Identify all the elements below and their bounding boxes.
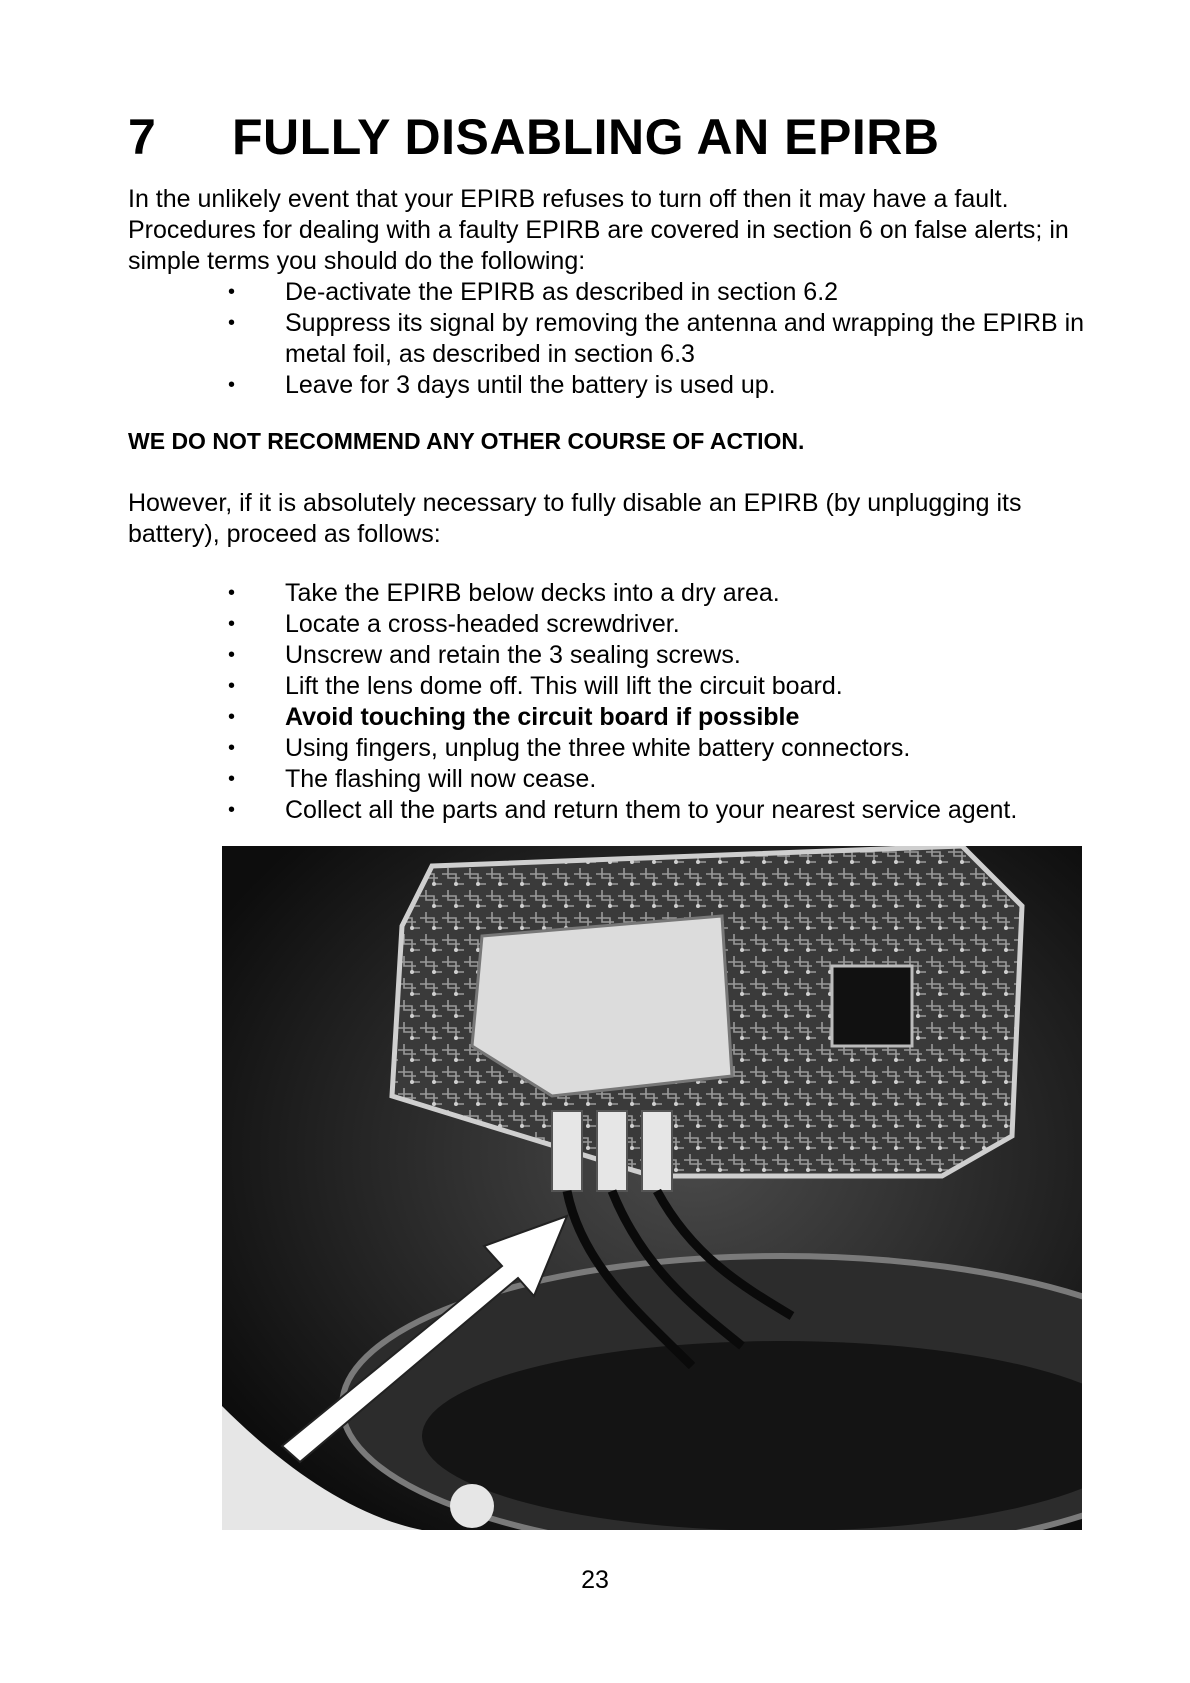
bullet-icon: • xyxy=(228,737,236,759)
board-shield xyxy=(472,916,732,1096)
disable-steps-list xyxy=(228,578,1088,826)
circuit-board-illustration xyxy=(222,846,1082,1530)
list-item: • Unscrew and retain the 3 sealing screws. xyxy=(228,641,741,669)
list-item: • De-activate the EPIRB as described in section 6.2 xyxy=(228,278,839,306)
processor-chip xyxy=(832,966,912,1046)
battery-connector xyxy=(642,1111,672,1191)
list-item: • Lift the lens dome off. This will lift the circuit board. xyxy=(228,672,843,700)
circuit-board-photo xyxy=(222,846,1082,1530)
list-item: • The flashing will now cease. xyxy=(228,765,597,793)
list-item: • Collect all the parts and return them to your nearest service agent. xyxy=(228,796,1018,824)
bullet-icon: • xyxy=(228,644,236,666)
page-number: 23 xyxy=(581,1566,609,1594)
basic-steps-list xyxy=(228,277,1088,401)
list-item: • Locate a cross-headed screwdriver. xyxy=(228,610,680,638)
list-item: • Leave for 3 days until the battery is used up. xyxy=(228,371,776,399)
intro-paragraph: In the unlikely event that your EPIRB refuses to turn off then it may have a fault. Procedures for dealing with a faulty EPIRB are covered in section 6 on false alerts; in simple terms you should do the following: xyxy=(128,185,1069,275)
list-item: • Suppress its signal by removing the antenna and wrapping the EPIRB in metal foil, as described in section 6.3 xyxy=(228,309,1085,368)
section-title: FULLY DISABLING AN EPIRB xyxy=(232,109,940,165)
list-item: • Using fingers, unplug the three white battery connectors. xyxy=(228,734,911,762)
bullet-icon: • xyxy=(228,799,236,821)
section-heading xyxy=(128,108,939,166)
list-item xyxy=(228,702,1088,733)
bullet-icon: • xyxy=(228,613,236,635)
section-number: 7 xyxy=(128,109,157,165)
bullet-icon: • xyxy=(228,582,236,604)
warning-text: WE DO NOT RECOMMEND ANY OTHER COURSE OF ACTION. xyxy=(128,428,805,454)
bullet-icon: • xyxy=(228,675,236,697)
caution-text: Avoid touching the circuit board if possible xyxy=(285,703,800,731)
bullet-icon: • xyxy=(228,706,236,728)
battery-connector xyxy=(597,1111,627,1191)
battery-connector xyxy=(552,1111,582,1191)
bullet-icon: • xyxy=(228,312,236,334)
bullet-icon: • xyxy=(228,281,236,303)
bullet-icon: • xyxy=(228,374,236,396)
list-item: • Take the EPIRB below decks into a dry area. xyxy=(228,579,780,607)
disable-intro-paragraph: However, if it is absolutely necessary to fully disable an EPIRB (by unplugging its battery), proceed as follows: xyxy=(128,489,1022,548)
bullet-icon: • xyxy=(228,768,236,790)
